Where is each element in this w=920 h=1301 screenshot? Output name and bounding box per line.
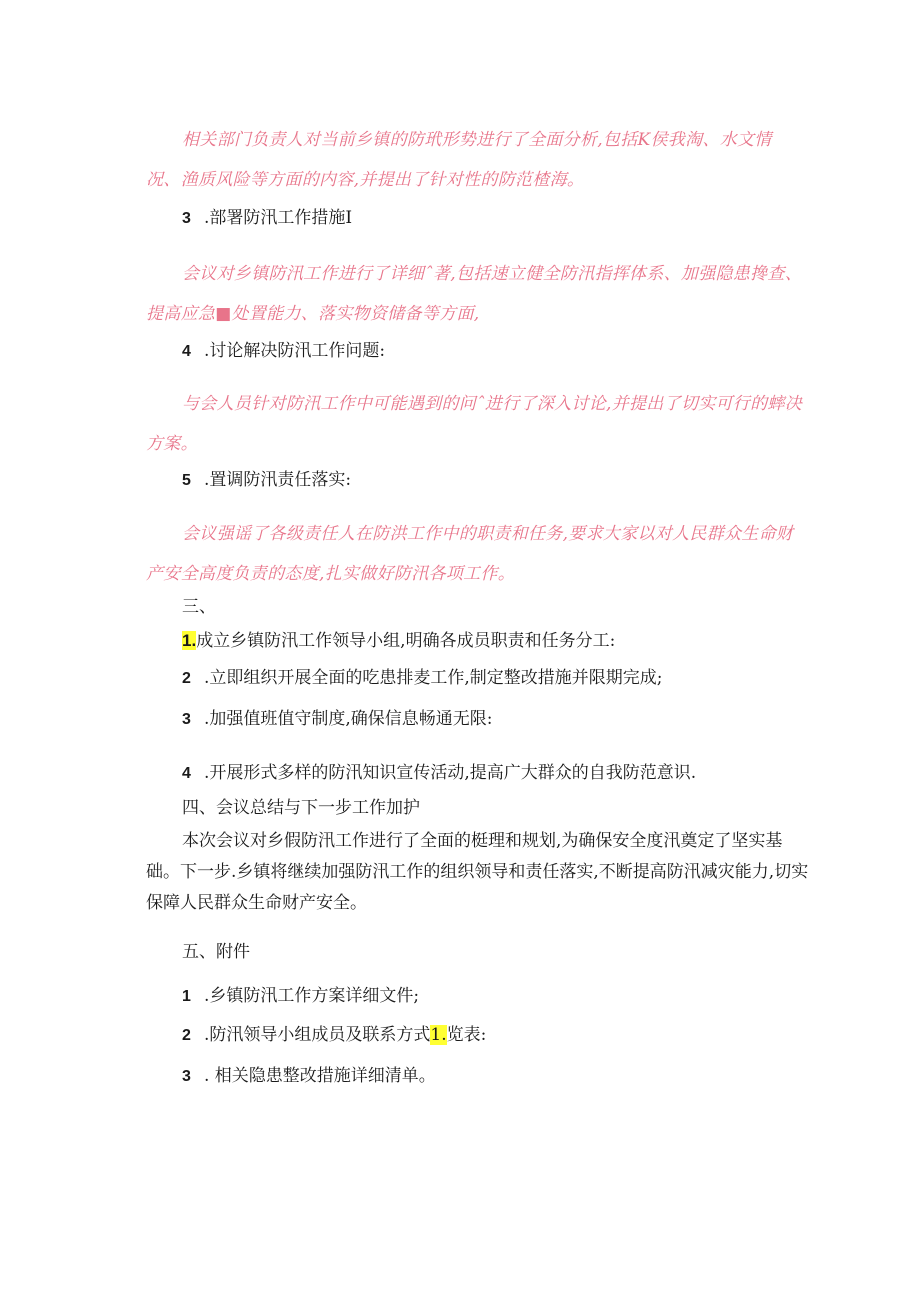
list-item-deploy-measures [182, 205, 352, 232]
responsibility-paragraph: 会议强谣了各级责任人在防洪工作中的职责和任务,要求大家以对人民群众生命财产安全高度负责的态度,扎实做好防汛各项工作。 [146, 524, 794, 584]
list-text: .立即组织开展全面的吃患排麦工作,制定整改措施并限期完成; [204, 668, 663, 688]
list-text: .置调防汛责任落实: [204, 470, 352, 490]
attachment-item-1 [182, 983, 419, 1010]
section-three-item-3 [182, 706, 493, 733]
list-number: 4 [182, 343, 191, 360]
highlighted-text: 1. [430, 1025, 447, 1045]
list-text: . 相关隐患整改措施详细清单。 [204, 1066, 436, 1086]
list-number: 3 [182, 711, 191, 728]
list-text: .乡镇防汛工作方案详细文件; [204, 986, 420, 1006]
attachment-item-3 [182, 1063, 436, 1090]
section-three-item-2 [182, 665, 663, 692]
list-text-after: 览表: [446, 1025, 487, 1045]
list-text: 成立乡镇防汛工作领导小组,明确各成员职责和任务分工: [196, 631, 616, 651]
attachment-item-2 [182, 1022, 486, 1049]
list-text: .开展形式多样的防汛知识宣传活动,提高广大群众的自我防范意识. [204, 763, 697, 783]
highlighted-number: 1. [182, 631, 197, 650]
list-number: 2 [182, 1027, 191, 1044]
section-three-item-1 [182, 628, 615, 654]
list-number: 4 [182, 765, 191, 782]
list-text: .部署防汛工作措施I [204, 208, 353, 228]
section-three-item-4 [182, 760, 696, 787]
section-three-heading: 三、 [182, 597, 216, 617]
list-number: 3 [182, 210, 191, 227]
deploy-paragraph: 会议对乡镇防汛工作进行了详细ˆ著,包括速立健全防汛指挥体系、加强隐患搀查、提高应急■处置能力、落实物资储备等方面, [146, 264, 803, 324]
discuss-paragraph: 与会人员针对防汛工作中可能遇到的问ˆ进行了深入讨论,并提出了切实可行的蟀决方案。 [146, 394, 803, 454]
list-number: 2 [182, 670, 191, 687]
list-text: .加强值班值守制度,确保信息畅通无限: [204, 709, 493, 729]
list-item-responsibility [182, 467, 351, 494]
list-text: .讨论解决防汛工作问题: [204, 341, 386, 361]
section-four-heading: 四、会议总结与下一步工作加护 [182, 798, 420, 818]
list-number: 5 [182, 472, 191, 489]
section-five-heading: 五、附件 [182, 942, 250, 962]
list-number: 3 [182, 1068, 191, 1085]
analysis-paragraph: 相关部门负责人对当前乡镇的防玳形势进行了全面分析,包括K侯我淘、水文情况、渔质风险等方面的内容,并提出了针对性的防范楂海。 [146, 130, 772, 190]
list-text-before: .防汛领导小组成员及联系方式 [204, 1025, 431, 1045]
summary-paragraph: 本次会议对乡假防汛工作进行了全面的梃理和规划,为确保安全度汛奠定了坚实基础。下一步.乡镇将继续加强防汛工作的组织领导和责任落实,不断提高防汛减灾能力,切实保障人民群众生命财产安全。 [146, 831, 809, 913]
list-number: 1 [182, 988, 191, 1005]
list-item-discuss-problems [182, 338, 385, 365]
